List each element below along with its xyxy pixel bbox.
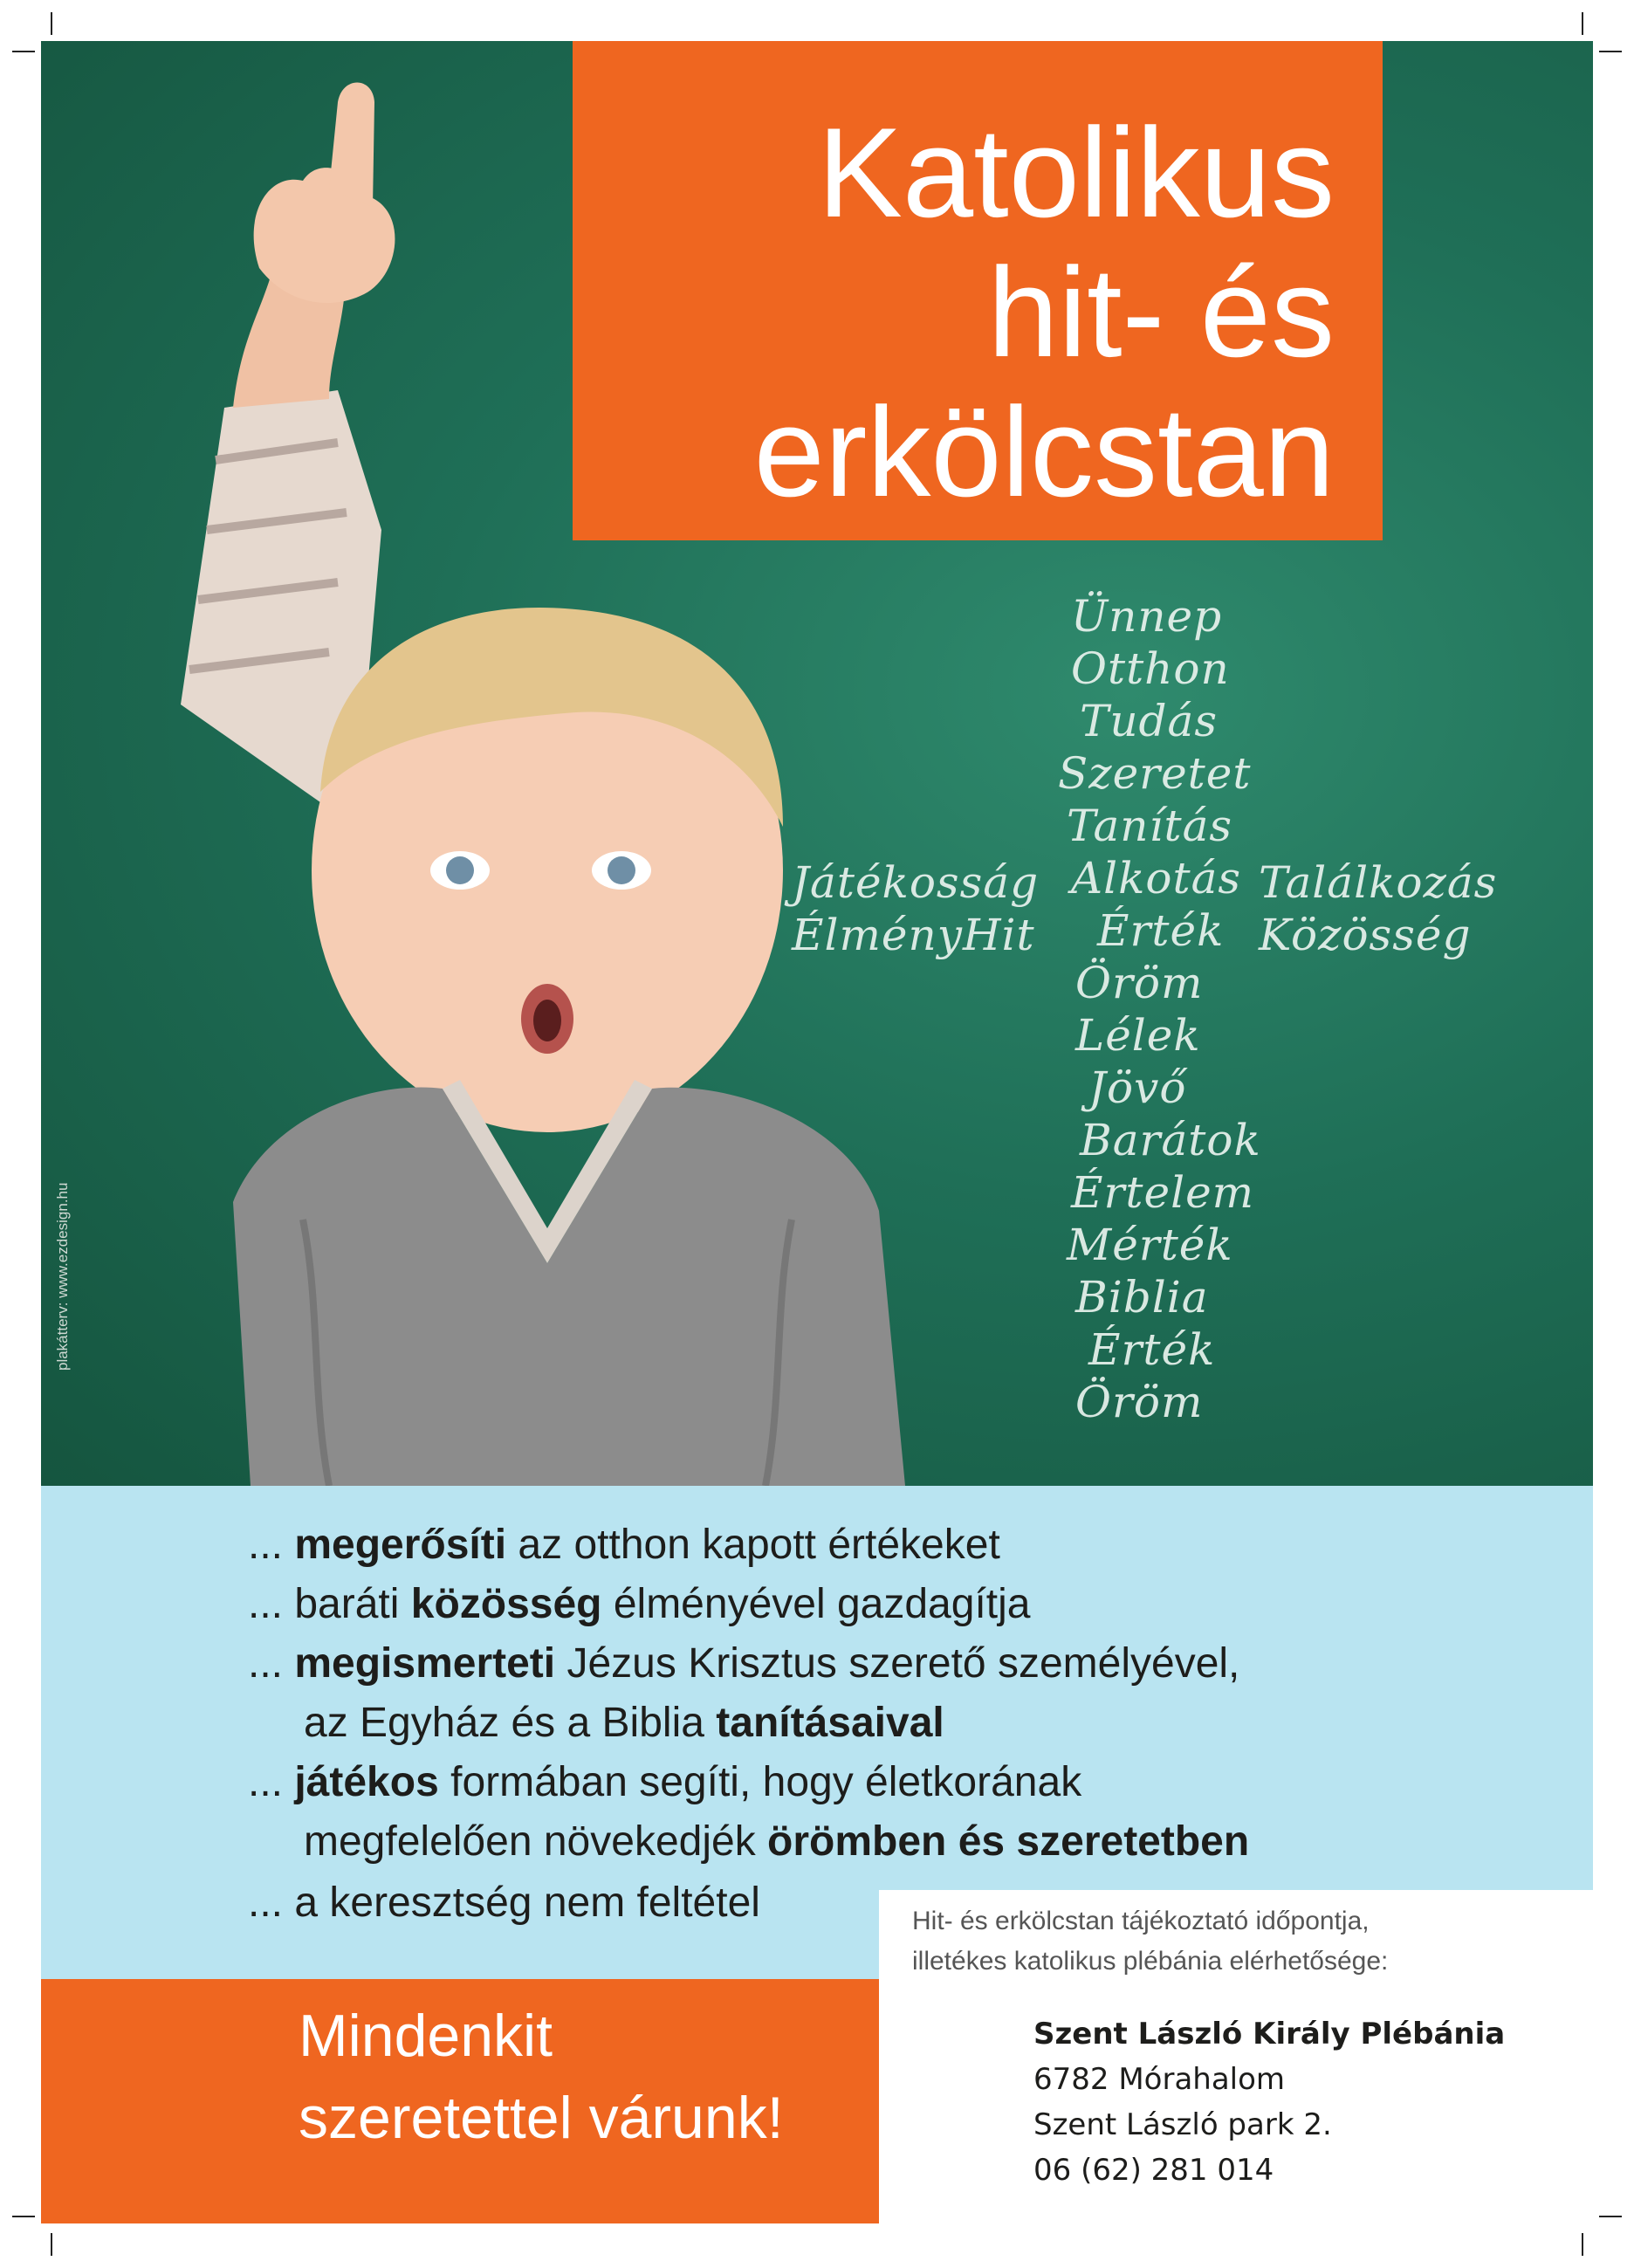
chalk-word: Barátok [1080,1115,1261,1165]
benefit-post: formában segíti, hogy életkorának [438,1759,1082,1805]
benefit-pre: megfelelően növekedjék [304,1818,768,1865]
crop-mark [1582,2233,1583,2256]
designer-credit: plakátterv: www.ezdesign.hu [54,1182,71,1371]
welcome-line-1: Mindenkit [299,2003,553,2069]
chalk-word: Értelem [1071,1167,1255,1218]
chalk-word: Tudás [1080,696,1219,746]
benefit-pre: ... [248,1759,295,1805]
welcome-line-2: szeretettel várunk! [299,2085,784,2151]
benefit-pre: ... [248,1522,295,1568]
info-text-line-1: Hit- és erkölcstan tájékoztató időpontja, [912,1907,1370,1935]
crop-mark [1599,2216,1622,2217]
benefit-pre: az Egyház és a Biblia [304,1700,717,1746]
benefit-pre: ... baráti [248,1581,411,1627]
benefit-bold: játékos [294,1759,439,1805]
title-line-3: erkölcstan [753,381,1335,523]
crop-mark [1582,12,1583,35]
benefit-pre: ... a keresztség nem feltétel [248,1880,760,1926]
chalk-word: Öröm [1075,1377,1204,1427]
title-box [573,41,1383,540]
benefit-line [248,1640,1240,1687]
crop-mark [12,2216,35,2217]
parish-city: 6782 Mórahalom [1033,2062,1286,2097]
chalk-word: Otthon [1071,643,1230,694]
parish-phone: 06 (62) 281 014 [1033,2153,1274,2188]
chalk-word: Játékosság [792,857,1040,908]
chalk-word: Mérték [1067,1220,1233,1270]
chalk-word: Biblia [1075,1272,1209,1323]
chalk-word: Szeretet [1058,748,1252,799]
benefit-post: élményével gazdagítja [601,1581,1031,1627]
chalk-word: Közösség [1259,910,1472,960]
benefit-bold: tanításaival [716,1700,944,1746]
benefit-line [248,1581,1031,1627]
chalk-word: Ünnep [1071,591,1223,642]
benefit-pre: ... [248,1640,295,1687]
chalk-word: Érték [1088,1324,1216,1375]
benefit-line [304,1702,944,1744]
title-line-1: Katolikus [817,101,1335,244]
chalk-word: Alkotás [1071,853,1242,904]
benefit-bold: örömben és szeretetben [767,1818,1250,1865]
benefit-bold: megismerteti [294,1640,556,1687]
benefit-line [248,1524,1000,1566]
crop-mark [1599,51,1622,52]
crop-mark [51,12,52,35]
chalk-word: Jövő [1088,1062,1187,1113]
parish-name: Szent László Király Plébánia [1033,2017,1506,2052]
title-line-2: hit- és [987,241,1335,383]
crop-mark [51,2233,52,2256]
benefit-post: az otthon kapott értékeket [506,1522,1000,1568]
benefit-post: Jézus Krisztus szerető személyével, [555,1640,1240,1687]
benefit-line [248,1882,760,1924]
parish-street: Szent László park 2. [1033,2107,1332,2142]
chalk-word: Tanítás [1067,801,1233,851]
chalk-word: Öröm [1075,958,1204,1008]
chalk-word: Érték [1097,905,1225,956]
info-text-line-2: illetékes katolikus plébánia elérhetősége: [912,1947,1389,1976]
benefit-bold: megerősíti [294,1522,507,1568]
chalk-word: Lélek [1075,1010,1201,1061]
benefit-bold: közösség [410,1581,602,1627]
chalk-word: ÉlményHit [792,910,1035,960]
benefit-line [248,1759,1082,1805]
benefit-line [304,1818,1250,1865]
chalk-word: Találkozás [1259,857,1498,908]
crop-mark [12,51,35,52]
